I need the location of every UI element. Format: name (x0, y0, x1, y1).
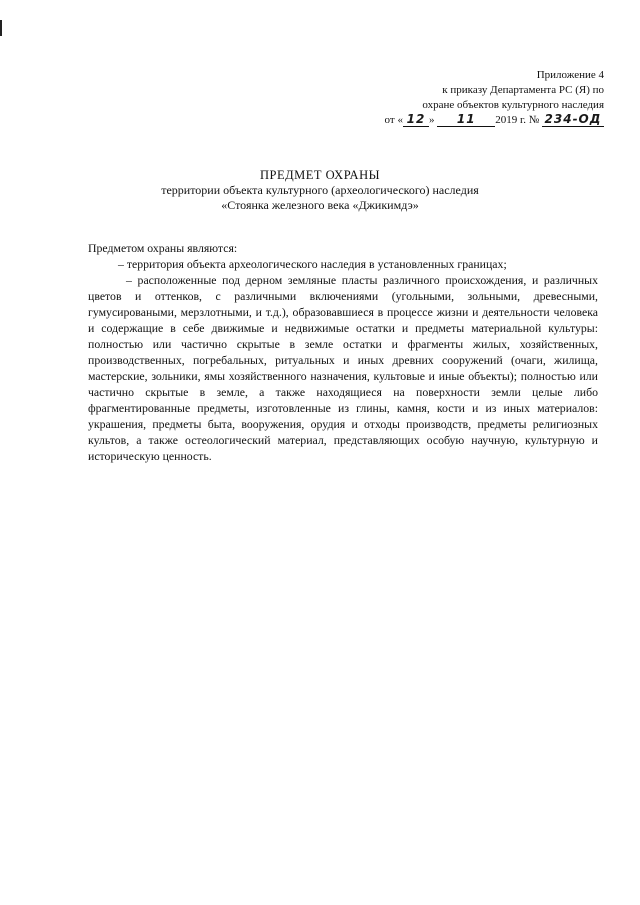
title-main: ПРЕДМЕТ ОХРАНЫ (259, 168, 381, 182)
document-title (0, 168, 640, 213)
date-prefix: от « (384, 114, 403, 126)
title-subtitle-1: территории объекта культурного (археологического) наследия (161, 183, 479, 197)
body-intro: Предметом охраны являются: (88, 241, 238, 255)
annex-department: охране объектов культурного наследия (422, 99, 604, 111)
annex-title: Приложение 4 (536, 69, 604, 81)
date-month: 11 (437, 113, 495, 127)
annex-date-line (304, 113, 604, 128)
date-mid: » (428, 114, 435, 126)
body-item-1: – территория объекта археологического наследия в установленных границах; (118, 257, 507, 271)
date-day: 12 (403, 113, 429, 127)
body-item-2: – расположенные под дерном земляные пласты различного происхождения, и различных цветов и оттенков, с различными включениями (угольными, зольными, древесными, гумусироваными, мерзлотными, и т.д.), образовавшиеся в процессе жизни и деятельности человека и содержащие в себе движимые и недвижимые остатки и предметы материальной культуры: полностью или частично скрытые в земле остатки и фрагменты жилых, хозяйственных, производственных, погребальных, ритуальных и иных древних сооружений (очаги, жилища, мастерские, зольники, ямы хозяйственного назначения, культовые и иные объекты); полностью или частично скрытые в земле, а также находящиеся на поверхности земли целые либо фрагментированные предметы, изготовленные из глины, камня, кости и из иных материалов: украшения, предметы быта, вооружения, орудия и отходы производств, предметы религиозных культов, а также остеологический материал, представляющих особую научную, культурную и историческую ценность. (88, 273, 598, 463)
date-year: 2019 г. № (495, 114, 540, 126)
annex-header (304, 68, 604, 128)
annex-order-ref: к приказу Департамента РС (Я) по (442, 84, 604, 96)
title-subtitle-2: «Стоянка железного века «Джикимдэ» (221, 198, 419, 212)
order-number: 234-ОД (542, 113, 604, 127)
document-body (88, 240, 598, 464)
scan-edge-mark (0, 20, 2, 36)
